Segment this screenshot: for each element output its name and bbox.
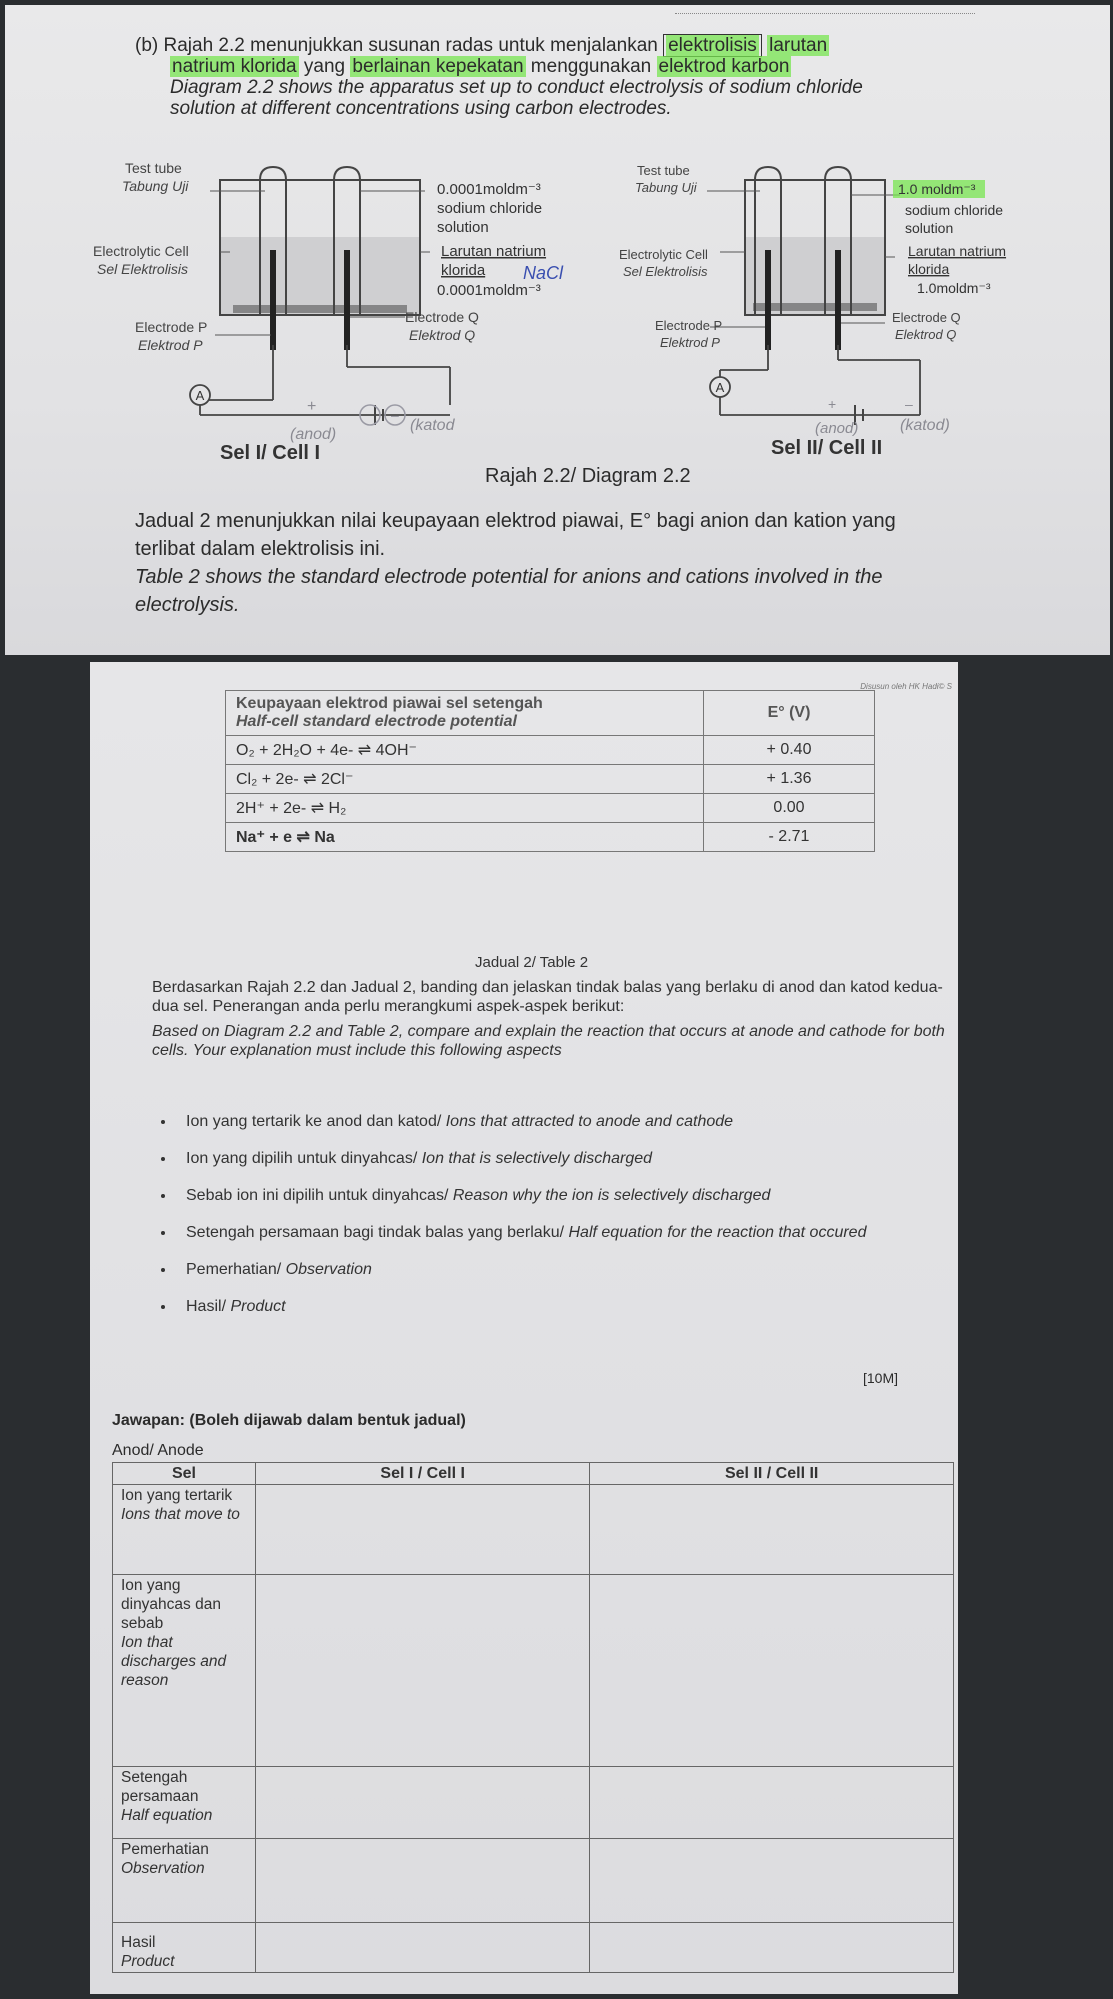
table-row: Ion yang dinyahcas dan sebab Ion that discharges and reason xyxy=(113,1575,954,1767)
list-item: • Ion yang dipilih untuk dinyahcas/ Ion that is selectively discharged xyxy=(176,1149,956,1168)
question-sheet-top xyxy=(5,5,1110,655)
table-row: O₂ + 2H₂O + 4e- ⇌ 4OH⁻ + 0.40 xyxy=(226,736,875,765)
handwritten-nacl: NaCl xyxy=(523,263,564,283)
svg-text:Elektrod P: Elektrod P xyxy=(138,337,203,353)
svg-text:0.0001moldm⁻³: 0.0001moldm⁻³ xyxy=(437,282,541,299)
label-electrode-q-1: Electrode Q xyxy=(405,309,479,325)
svg-text:Elektrod Q: Elektrod Q xyxy=(409,327,476,343)
svg-text:klorida: klorida xyxy=(908,261,950,277)
list-item: • Ion yang tertarik ke anod dan katod/ Ions that attracted to anode and cathode xyxy=(176,1112,956,1131)
table2-header: Keupayaan elektrod piawai sel setengah Half-cell standard electrode potential E° (V) xyxy=(226,691,875,736)
label-electrolytic-cell-1: Electrolytic Cell xyxy=(93,243,189,259)
table-row: Na⁺ + e ⇌ Na - 2.71 xyxy=(226,823,875,852)
list-item: • Setengah persamaan bagi tindak balas yang berlaku/ Half equation for the reaction that occured xyxy=(176,1223,956,1242)
svg-text:Larutan natrium: Larutan natrium xyxy=(908,243,1007,259)
svg-text:+: + xyxy=(828,396,837,412)
highlight-elektrolisis: elektrolisis xyxy=(663,34,762,57)
answer-cell-cell2[interactable] xyxy=(590,1575,954,1767)
question-en-1: Diagram 2.2 shows the apparatus set up to conduct electrolysis of sodium chloride xyxy=(170,77,863,98)
answer-cell-cell2[interactable] xyxy=(590,1923,954,1973)
question-line-2: natrium klorida yang berlainan kepekatan menggunakan elektrod karbon xyxy=(172,56,790,77)
table-row: Cl₂ + 2e- ⇌ 2Cl⁻ + 1.36 xyxy=(226,765,875,794)
intro-paragraph: Jadual 2 menunjukkan nilai keupayaan elektrod piawai, E° bagi anion dan kation yang terlibat dalam elektrolisis ini. Table 2 shows the standard electrode potential for anions and cations involved in the electrolysis. xyxy=(135,510,896,616)
table-row: Hasil Product xyxy=(113,1923,954,1973)
answer-table-header: Sel Sel I / Cell I Sel II / Cell II xyxy=(113,1463,954,1485)
anode-label: Anod/ Anode xyxy=(112,1442,204,1459)
label-electrode-q-2: Electrode Q xyxy=(892,310,961,325)
svg-text:Sel Elektrolisis: Sel Elektrolisis xyxy=(623,264,708,279)
label-test-tube-2: Test tube xyxy=(637,163,690,178)
electrode-potential-table xyxy=(225,690,875,852)
label-electrode-p-1: Electrode P xyxy=(135,319,208,335)
aspect-list xyxy=(152,1112,956,1334)
label-test-tube-1: Test tube xyxy=(125,160,182,176)
table-row: Pemerhatian Observation xyxy=(113,1839,954,1923)
handwritten-anode-2: (anod) xyxy=(815,420,859,437)
question-en-2: solution at different concentrations using carbon electrodes. xyxy=(170,98,672,119)
svg-text:Elektrod P: Elektrod P xyxy=(660,335,720,350)
svg-text:–: – xyxy=(905,396,913,412)
svg-text:A: A xyxy=(715,380,725,395)
svg-text:1.0moldm⁻³: 1.0moldm⁻³ xyxy=(917,280,991,296)
answer-cell-cell1[interactable] xyxy=(256,1767,590,1839)
svg-text:Tabung Uji: Tabung Uji xyxy=(122,178,189,194)
watermark: Disusun oleh HK Hadi© S xyxy=(860,682,952,691)
diagram-caption: Rajah 2.2/ Diagram 2.2 xyxy=(485,465,691,487)
svg-text:Sel Elektrolisis: Sel Elektrolisis xyxy=(97,261,189,277)
handwritten-cathode-2: (katod) xyxy=(900,417,950,434)
svg-text:+: + xyxy=(307,398,317,415)
list-item: • Sebab ion ini dipilih untuk dinyahcas/ Reason why the ion is selectively discharged xyxy=(176,1186,956,1205)
answer-cell-cell1[interactable] xyxy=(256,1485,590,1575)
answer-cell-cell2[interactable] xyxy=(590,1485,954,1575)
question-line-1: (b) Rajah 2.2 menunjukkan susunan radas untuk menjalankan elektrolisis larutan xyxy=(135,35,828,56)
svg-text:Larutan natrium: Larutan natrium xyxy=(441,243,547,260)
list-item: • Hasil/ Product xyxy=(176,1297,956,1316)
cell-1-name: Sel I/ Cell I xyxy=(220,442,321,464)
cell1-concentration: 0.0001moldm⁻³ xyxy=(437,181,541,198)
table-row: 2H⁺ + 2e- ⇌ H₂ 0.00 xyxy=(226,794,875,823)
answer-cell-cell1[interactable] xyxy=(256,1923,590,1973)
cell-2-diagram xyxy=(619,163,1006,459)
instructions: Berdasarkan Rajah 2.2 dan Jadual 2, banding dan jelaskan tindak balas yang berlaku di anod dan katod kedua- dua sel. Penerangan anda perlu merangkumi aspek-aspek berikut: Based on Diagram 2.2 and Table 2, compare and explain the reaction that occurs at anode and cathode for both cells. Your explanation must include this following aspects xyxy=(152,979,945,1059)
table-row: Ion yang tertarik Ions that move to xyxy=(113,1485,954,1575)
label-electrode-p-2: Electrode P xyxy=(655,318,723,333)
svg-text:A: A xyxy=(195,388,205,403)
apparatus-diagram xyxy=(5,5,1110,475)
cell-2-name: Sel II/ Cell II xyxy=(771,437,883,459)
handwritten-anode-1: (anod) xyxy=(290,426,337,443)
answer-table xyxy=(112,1462,954,1973)
svg-text:klorida: klorida xyxy=(441,262,486,279)
svg-text:sodium chloride: sodium chloride xyxy=(437,200,543,217)
handwritten-cathode-1: (katod xyxy=(410,417,455,434)
table2-caption: Jadual 2/ Table 2 xyxy=(475,954,589,971)
cell-1-diagram xyxy=(93,160,564,464)
answer-cell-cell1[interactable] xyxy=(256,1575,590,1767)
svg-text:solution: solution xyxy=(437,219,489,236)
answer-cell-cell1[interactable] xyxy=(256,1839,590,1923)
svg-text:–: – xyxy=(391,407,399,423)
table-row: Setengah persamaan Half equation xyxy=(113,1767,954,1839)
answer-cell-cell2[interactable] xyxy=(590,1839,954,1923)
cell2-concentration: 1.0 moldm⁻³ xyxy=(898,181,976,197)
answer-heading: Jawapan: (Boleh dijawab dalam bentuk jadual) xyxy=(112,1412,466,1429)
svg-text:sodium chloride: sodium chloride xyxy=(905,202,1004,218)
label-electrolytic-cell-2: Electrolytic Cell xyxy=(619,247,708,262)
svg-text:Tabung Uji: Tabung Uji xyxy=(635,180,697,195)
svg-text:solution: solution xyxy=(905,220,954,236)
svg-text:Elektrod Q: Elektrod Q xyxy=(895,327,957,342)
question-sheet-bottom xyxy=(90,662,958,1994)
marks-label: [10M] xyxy=(863,1370,899,1386)
list-item: • Pemerhatian/ Observation xyxy=(176,1260,956,1279)
answer-cell-cell2[interactable] xyxy=(590,1767,954,1839)
